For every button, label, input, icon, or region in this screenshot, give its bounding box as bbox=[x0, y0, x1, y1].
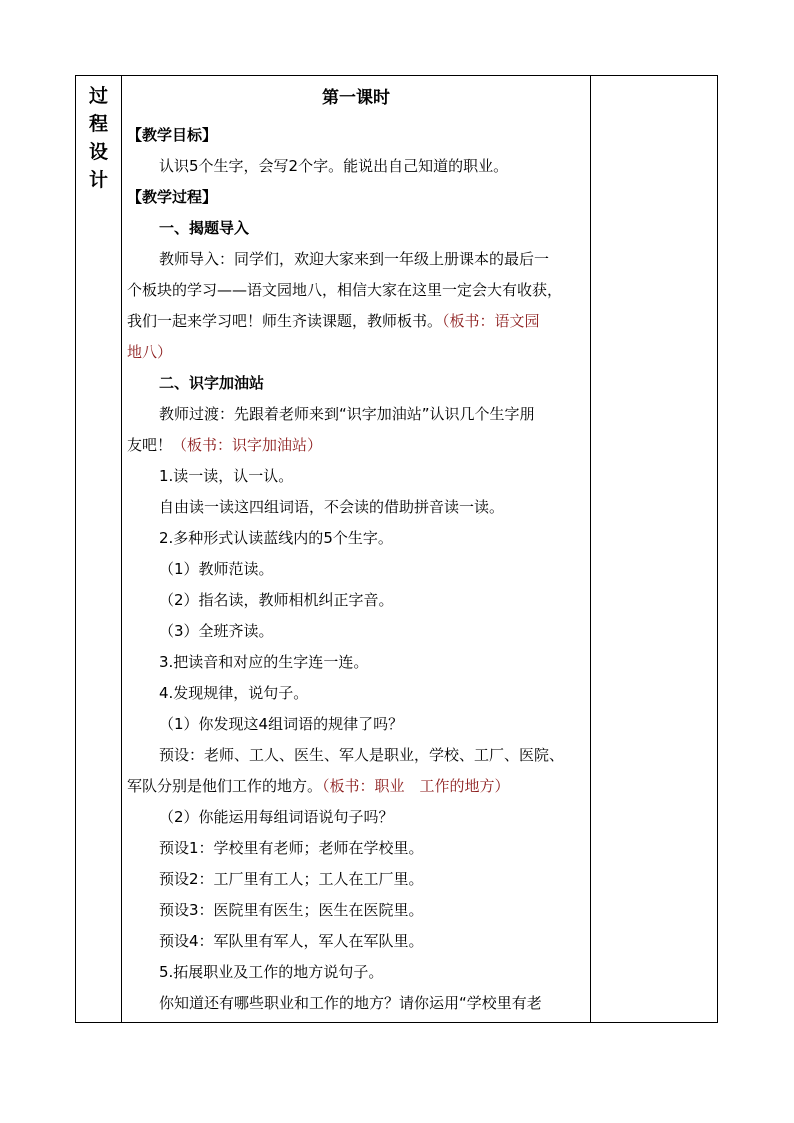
step-item: 1.读一读，认一认。 bbox=[159, 467, 294, 485]
sub-step-item: （1）教师范读。 bbox=[159, 560, 274, 578]
step-item: 3.把读音和对应的生字连一连。 bbox=[159, 653, 369, 671]
column-divider-left bbox=[121, 76, 122, 1022]
board-note: （板书：识字加油站） bbox=[172, 436, 323, 454]
side-label-char: 过 bbox=[88, 85, 108, 107]
paragraph-line: 自由读一读这四组词语，不会读的借助拼音读一读。 bbox=[159, 498, 505, 516]
paragraph-line bbox=[127, 435, 322, 455]
page-title: 第一课时 bbox=[322, 88, 390, 108]
section-heading: 一、揭题导入 bbox=[159, 219, 250, 237]
preset-line: 预设4：军队里有军人，军人在军队里。 bbox=[159, 932, 424, 950]
column-divider-right bbox=[590, 76, 591, 1022]
section-heading: 二、识字加油站 bbox=[159, 374, 265, 392]
preset-line: 预设3：医院里有医生；医生在医院里。 bbox=[159, 901, 424, 919]
paragraph-text: 军队分别是他们工作的地方。 bbox=[127, 777, 323, 795]
process-heading: 【教学过程】 bbox=[127, 188, 218, 206]
board-note: （板书：职业 工作的地方） bbox=[322, 777, 510, 795]
paragraph-line: 个板块的学习——语文园地八，相信大家在这里一定会大有收获， bbox=[127, 281, 563, 299]
preset-line: 预设1：学校里有老师；老师在学校里。 bbox=[159, 839, 424, 857]
side-label-char: 程 bbox=[88, 113, 108, 135]
sub-step-item: （2）你能运用每组词语说句子吗？ bbox=[159, 808, 394, 826]
side-label-char: 设 bbox=[88, 141, 108, 163]
sub-step-item: （2）指名读，教师相机纠正字音。 bbox=[159, 591, 394, 609]
step-item: 5.拓展职业及工作的地方说句子。 bbox=[159, 963, 384, 981]
sub-step-item: （3）全班齐读。 bbox=[159, 622, 274, 640]
paragraph-line bbox=[127, 311, 540, 331]
paragraph-line: 教师导入：同学们，欢迎大家来到一年级上册课本的最后一 bbox=[159, 250, 550, 268]
paragraph-line bbox=[127, 776, 510, 796]
goal-heading: 【教学目标】 bbox=[127, 126, 218, 144]
board-note: （板书：语文园 bbox=[442, 312, 540, 330]
paragraph-line: 你知道还有哪些职业和工作的地方？请你运用“学校里有老 bbox=[159, 994, 542, 1012]
paragraph-line: 预设：老师、工人、医生、军人是职业，学校、工厂、医院、 bbox=[159, 746, 565, 764]
paragraph-text: 我们一起来学习吧！师生齐读课题，教师板书。 bbox=[127, 312, 443, 330]
sub-step-item: （1）你发现这4组词语的规律了吗？ bbox=[159, 715, 404, 733]
paragraph-text: 友吧！ bbox=[127, 436, 173, 454]
side-label-process-design bbox=[76, 76, 121, 194]
lesson-plan-table bbox=[75, 75, 718, 1023]
step-item: 2.多种形式认读蓝线内的5个生字。 bbox=[159, 529, 393, 547]
paragraph-line: 教师过渡：先跟着老师来到“识字加油站”认识几个生字朋 bbox=[159, 405, 535, 423]
board-note: 地八） bbox=[127, 343, 173, 361]
goal-text: 认识5个生字，会写2个字。能说出自己知道的职业。 bbox=[159, 157, 509, 175]
preset-line: 预设2：工厂里有工人；工人在工厂里。 bbox=[159, 870, 424, 888]
side-label-char: 计 bbox=[88, 169, 108, 191]
step-item: 4.发现规律，说句子。 bbox=[159, 684, 309, 702]
